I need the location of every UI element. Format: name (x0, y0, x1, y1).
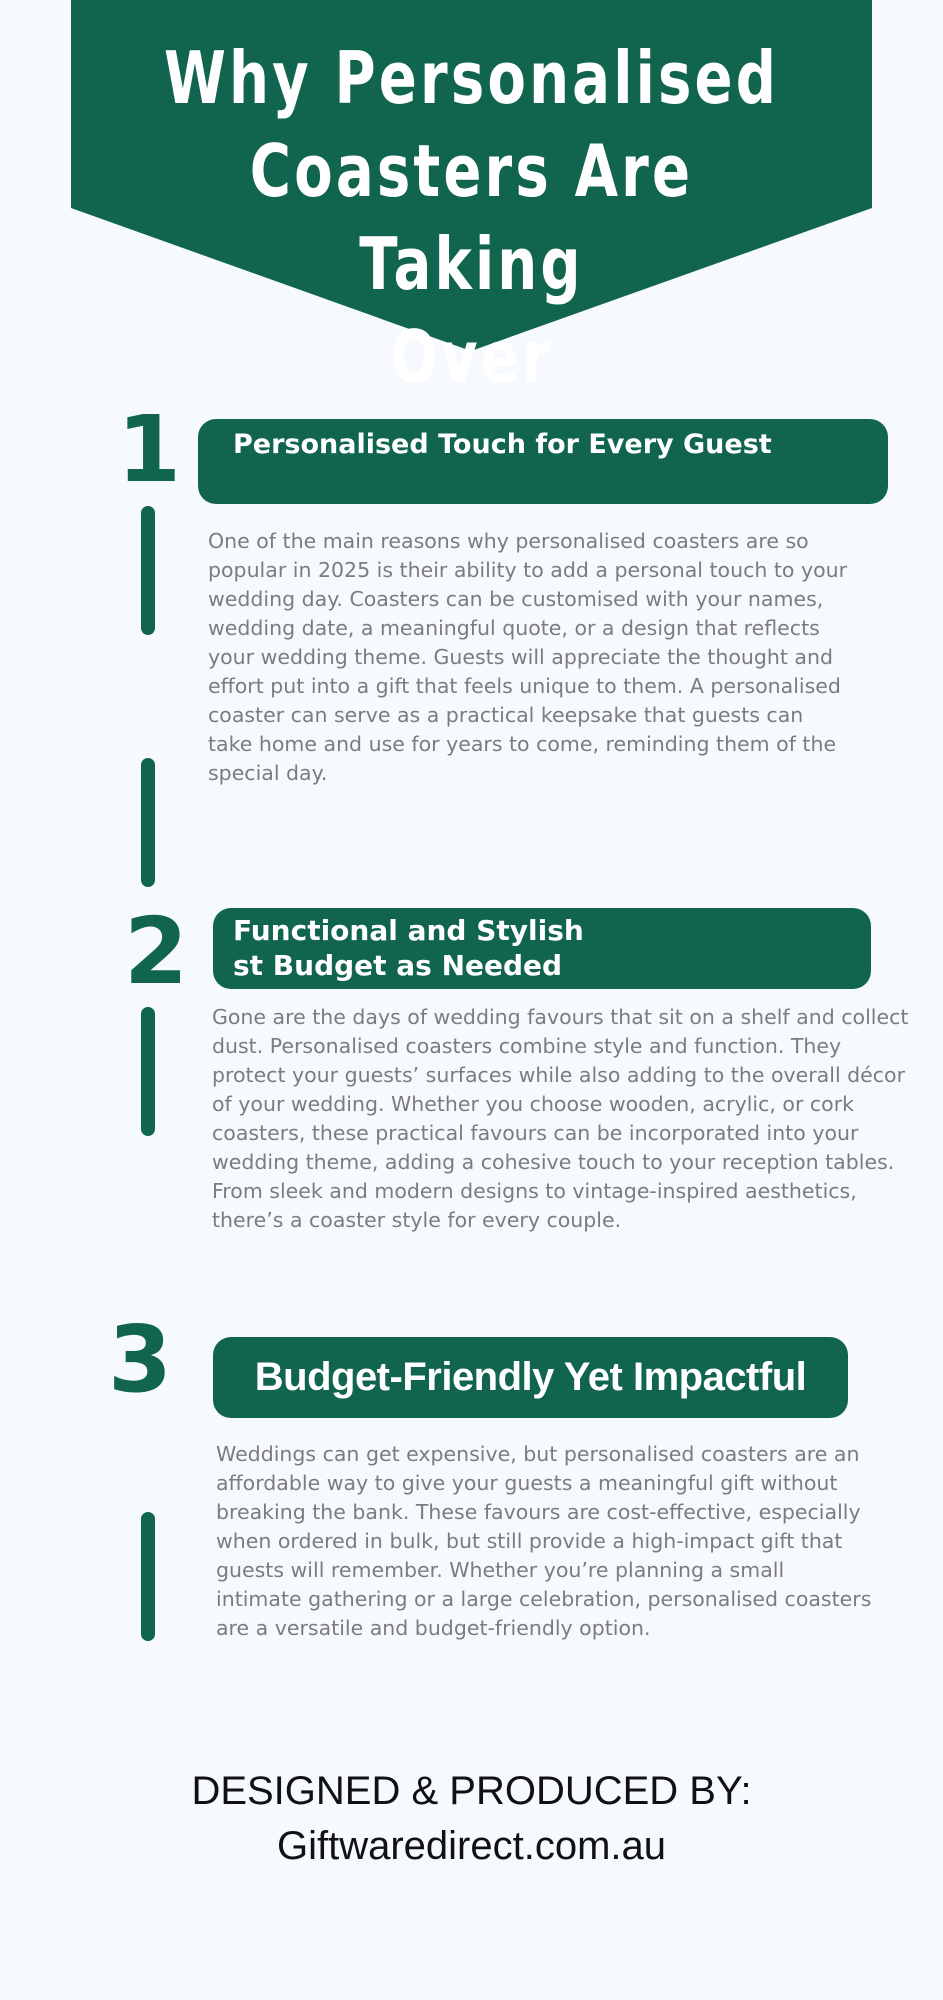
section-1-divider-top (141, 506, 155, 635)
section-2-body: Gone are the days of wedding favours that sit on a shelf and collect dust. Personalised coasters combine style and function. They protect your guests’ surfaces while also adding to the overall décor of your wedding. Whether you choose wooden, acrylic, or cork coasters, these practical favours can be incorporated into your wedding theme, adding a cohesive touch to your reception tables. From sleek and modern designs to vintage-inspired aesthetics, there’s a coaster style for every couple. (212, 1005, 909, 1232)
section-2-heading-line-2: st Budget as Needed (233, 949, 563, 982)
page-title-line-1: Why Personalised (163, 36, 780, 120)
section-3-number: 3 (108, 1306, 173, 1413)
page-title (159, 32, 784, 404)
section-1-number: 1 (117, 396, 182, 503)
section-3-divider (141, 1512, 155, 1641)
page-title-line-3: Over (390, 315, 553, 399)
section-3-body: Weddings can get expensive, but personalised coasters are an affordable way to give your guests a meaningful gift without breaking the bank. These favours are cost-effective, especially when ordered in bulk, but still provide a high-impact gift that guests will remember. Whether you’re planning a small intimate gathering or a large celebration, personalised coasters are a versatile and budget-friendly option. (216, 1442, 872, 1640)
credit-website: Giftwaredirect.com.au (276, 1824, 667, 1868)
section-2-number: 2 (124, 898, 189, 1005)
section-2-heading (233, 913, 584, 983)
page-title-line-2: Coasters Are Taking (249, 129, 694, 306)
section-1-body: One of the main reasons why personalised coasters are so popular in 2025 is their ability to add a personal touch to your wedding day. Coasters can be customised with your names, wedding date, a meaningful quote, or a design that reflects your wedding theme. Guests will appreciate the thought and effort put into a gift that feels unique to them. A personalised coaster can serve as a practical keepsake that guests can take home and use for years to come, reminding them of the special day. (208, 529, 848, 785)
section-1-divider-bottom (141, 758, 155, 887)
section-1-heading: Personalised Touch for Every Guest (233, 429, 772, 460)
section-2-divider (141, 1007, 155, 1136)
section-3-heading: Budget-Friendly Yet Impactful (254, 1355, 807, 1399)
credit-label: DESIGNED & PRODUCED BY: (191, 1769, 752, 1813)
section-2-heading-line-1: Functional and Stylish (233, 914, 584, 947)
